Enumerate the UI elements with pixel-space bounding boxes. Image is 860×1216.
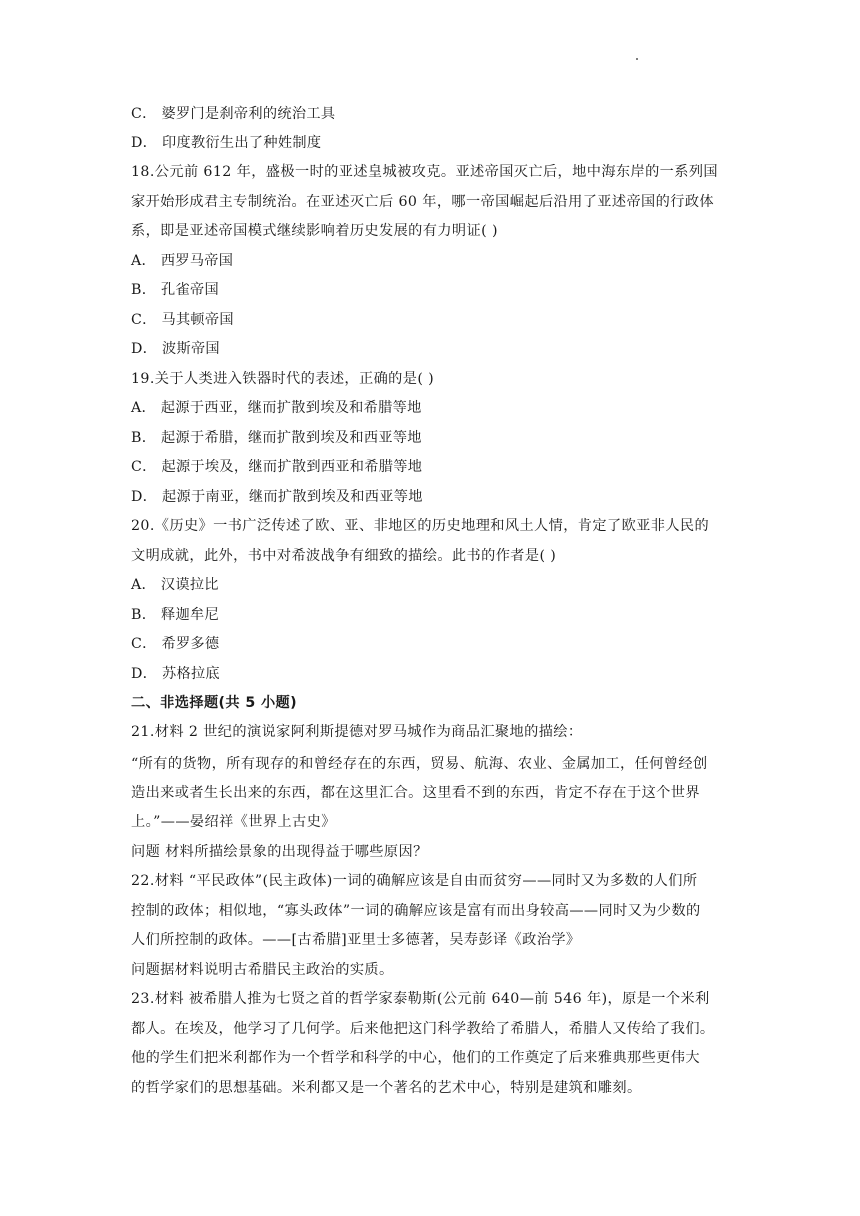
q22-material-line-3: 人们所控制的政体。——[古希腊]亚里士多德著，吴寿彭译《政治学》 [131,932,581,948]
q22-material-line-1: 22.材料 “平民政体”(民主政体)一词的确解应该是自由而贫穷——同时又为多数的人们所 [131,873,698,889]
q18-option-b: B． 孔雀帝国 [131,282,219,298]
q19-stem: 19.关于人类进入铁器时代的表述，正确的是( ) [131,371,435,387]
q22-question: 问题据材料说明古希腊民主政治的实质。 [131,962,394,978]
q20-option-b: B． 释迦牟尼 [131,607,219,623]
q20-option-a: A． 汉谟拉比 [131,577,219,593]
q18-option-a: A． 西罗马帝国 [131,253,234,269]
q20-option-d: D． 苏格拉底 [131,666,220,682]
q18-stem-line-3: 系，即是亚述帝国模式继续影响着历史发展的有力明证( ) [131,223,498,239]
q20-stem-line-1: 20.《历史》一书广泛传述了欧、亚、非地区的历史地理和风土人情，肯定了欧亚非人民的 [131,518,710,534]
q23-material-line-4: 的哲学家们的思想基础。米利都又是一个著名的艺术中心，特别是建筑和雕刻。 [131,1080,642,1096]
q20-stem-line-2: 文明成就，此外，书中对希波战争有细致的描绘。此书的作者是( ) [131,548,557,564]
q21-quote-line-3: 上。”——晏绍祥《世界上古史》 [131,814,336,830]
q18-stem-line-1: 18.公元前 612 年，盛极一时的亚述皇城被攻克。亚述帝国灭亡后，地中海东岸的一系列国 [131,164,719,180]
q23-material-line-2: 都人。在埃及，他学习了几何学。后来他把这门科学教给了希腊人，希腊人又传给了我们。 [131,1021,715,1037]
q21-question: 问题 材料所描绘景象的出现得益于哪些原因？ [131,844,428,860]
q18-stem-line-2: 家开始形成君主专制统治。在亚述灭亡后 60 年，哪一帝国崛起后沿用了亚述帝国的行政体 [131,194,715,210]
q19-option-a: A． 起源于西亚，继而扩散到埃及和希腊等地 [131,400,422,416]
q19-option-c: C． 起源于埃及，继而扩散到西亚和希腊等地 [131,459,423,475]
q23-material-line-3: 他的学生们把米利都作为一个哲学和科学的中心，他们的工作奠定了后来雅典那些更伟大 [131,1050,700,1066]
q17-option-c: C． 婆罗门是刹帝利的统治工具 [131,106,336,122]
q21-quote-line-1: “所有的货物，所有现存的和曾经存在的东西，贸易、航海、农业、金属加工，任何曾经创 [131,756,708,772]
section-heading: 二、非选择题(共 5 小题) [131,695,298,711]
q23-material-line-1: 23.材料 被希腊人推为七贤之首的哲学家泰勒斯(公元前 640—前 546 年)，原是一个米利 [131,991,710,1007]
q20-option-c: C． 希罗多德 [131,636,220,652]
q21-quote-line-2: 造出来或者生长出来的东西，都在这里汇合。这里看不到的东西，肯定不存在于这个世界 [131,785,700,801]
q17-option-d: D． 印度教衍生出了种姓制度 [131,135,322,151]
q19-option-d: D． 起源于南亚，继而扩散到埃及和西亚等地 [131,489,423,505]
q18-option-d: D． 波斯帝国 [131,341,220,357]
q18-option-c: C． 马其顿帝国 [131,312,234,328]
q21-material-intro: 21.材料 2 世纪的演说家阿利斯提德对罗马城作为商品汇聚地的描绘： [131,724,583,740]
q19-option-b: B． 起源于希腊，继而扩散到埃及和西亚等地 [131,430,422,446]
q22-material-line-2: 控制的政体；相似地，“寡头政体”一词的确解应该是富有而出身较高——同时又为少数的 [131,903,701,919]
page-dot-mark [636,58,638,60]
